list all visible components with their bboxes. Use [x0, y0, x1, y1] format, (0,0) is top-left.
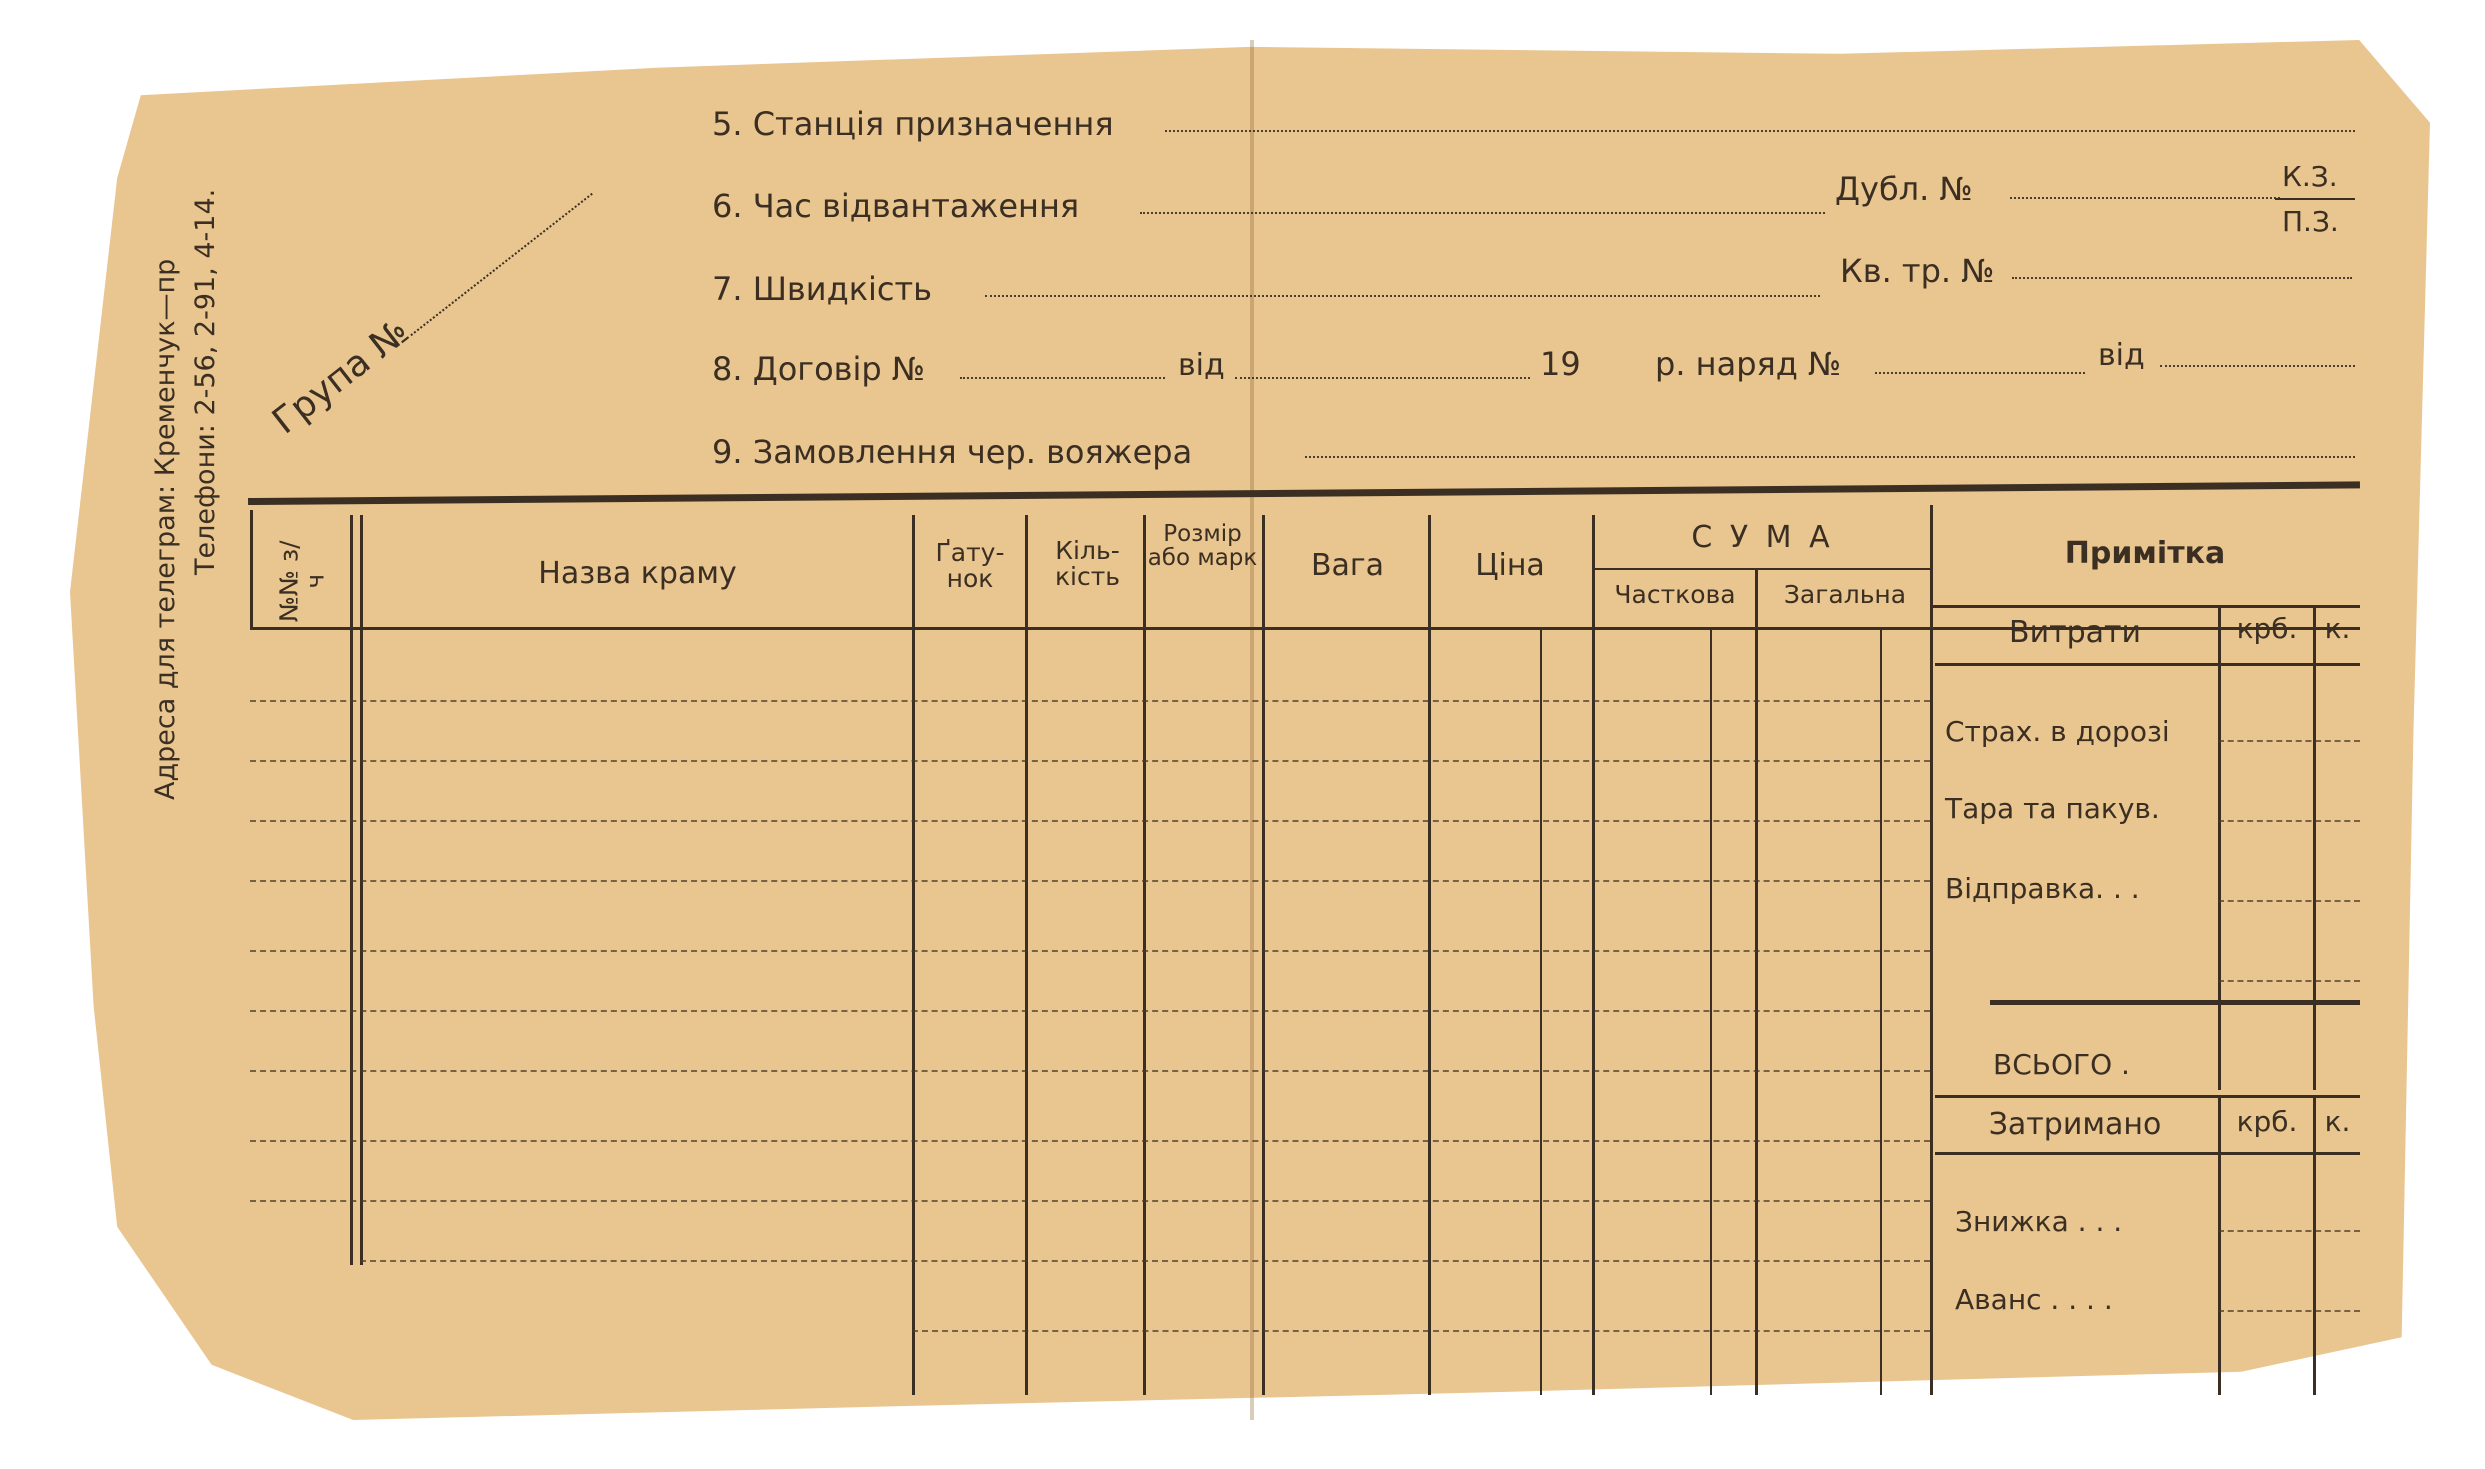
table-row: [250, 1200, 1930, 1202]
withheld-k-col: [2313, 1095, 2316, 1395]
telegram-address: Адреса для телеграм: Кременчук—пр: [150, 258, 181, 800]
col-line-1b: [360, 515, 363, 1265]
col-line-6b: [1540, 630, 1542, 1395]
receipt-number-line: [2012, 277, 2352, 279]
field-shipping-time-label: 6. Час відвантаження: [712, 187, 1080, 225]
col-header-quantity: Кіль-кість: [1054, 536, 1121, 592]
table-row: [250, 760, 1930, 762]
table-row: [250, 1070, 1930, 1072]
expenses-k-col: [2313, 605, 2316, 1090]
table-row: [250, 700, 1930, 702]
col-line-5: [1262, 515, 1265, 1395]
col-line-2: [912, 515, 915, 1395]
field-contract-line: [960, 377, 1165, 379]
table-row: [2218, 740, 2360, 742]
withheld-discount: Знижка . . .: [1955, 1205, 2123, 1238]
fold-crease: [1250, 40, 1254, 1420]
table-row: [250, 1140, 1930, 1142]
field-contract-label: 8. Договір №: [712, 350, 926, 388]
kz-pz-divider: [2275, 198, 2355, 200]
col-header-price: Ціна: [1475, 548, 1545, 583]
col-header-grade: Ґату-нок: [935, 538, 1005, 594]
duplicate-number-line: [2010, 197, 2280, 199]
expenses-krb-col: [2218, 605, 2221, 1090]
withheld-advance: Аванс . . . .: [1955, 1283, 2113, 1316]
phone-numbers: Телефони: 2-56, 2-91, 4-14.: [190, 188, 221, 575]
expenses-top-line: [1930, 605, 2360, 608]
field-destination-label: 5. Станція призначення: [712, 105, 1114, 143]
field-speed-label: 7. Швидкість: [712, 270, 933, 308]
expenses-title: Витрати: [2009, 615, 2141, 650]
receipt-number-label: Кв. тр. №: [1840, 252, 1995, 290]
field-contract-date-line: [1235, 377, 1530, 379]
col-line-3: [1025, 515, 1028, 1395]
expenses-total-rule: [1990, 1000, 2360, 1005]
field-contract-from-label: від: [1178, 348, 1225, 383]
table-row: [360, 1260, 1930, 1262]
withheld-header-line: [1935, 1152, 2360, 1155]
expenses-header-line: [1935, 663, 2360, 666]
table-row: [250, 950, 1930, 952]
expenses-total-label: ВСЬОГО .: [1993, 1048, 2130, 1081]
table-row: [2218, 1310, 2360, 1312]
col-line-8: [1755, 568, 1758, 1395]
duplicate-number-label: Дубл. №: [1835, 170, 1973, 208]
expense-packaging: Тара та пакув.: [1945, 792, 2160, 825]
kz-label: К.З.: [2282, 160, 2338, 193]
withheld-k-header: к.: [2324, 1105, 2351, 1138]
col-header-number: №№ з/ч: [274, 540, 330, 623]
pz-label: П.З.: [2282, 205, 2339, 238]
field-contract-year: 19: [1540, 345, 1581, 383]
withheld-title: Затримано: [1988, 1107, 2162, 1142]
field-order-date-line: [2160, 365, 2355, 367]
table-row: [912, 1330, 1930, 1332]
field-order-label: р. наряд №: [1655, 345, 1842, 383]
table-row: [250, 820, 1930, 822]
col-line-6: [1428, 515, 1431, 1395]
field-order-line: [1875, 372, 2085, 374]
col-line-7b: [1710, 630, 1712, 1395]
field-destination-line: [1165, 130, 2355, 132]
expense-dispatch: Відправка. . .: [1945, 872, 2140, 905]
table-row: [250, 880, 1930, 882]
col-line-9: [1930, 505, 1933, 1395]
col-line-1: [350, 515, 353, 1265]
col-header-size: Розмір або марк: [1147, 521, 1258, 572]
table-row: [2218, 820, 2360, 822]
col-header-total: Загальна: [1783, 580, 1907, 609]
field-agent-order-line: [1305, 456, 2355, 458]
withheld-krb-col: [2218, 1095, 2221, 1395]
table-row: [2218, 1230, 2360, 1232]
withheld-top-line: [1935, 1095, 2360, 1098]
field-agent-order-label: 9. Замовлення чер. вояжера: [712, 433, 1193, 471]
col-header-sum: С У М А: [1691, 520, 1834, 555]
table-row: [250, 1010, 1930, 1012]
table-row: [2218, 980, 2360, 982]
expense-insurance: Страх. в дорозі: [1945, 715, 2170, 748]
field-speed-line: [985, 295, 1820, 297]
expenses-krb-header: крб.: [2236, 612, 2298, 645]
col-header-weight: Вага: [1310, 548, 1385, 583]
col-header-partial: Часткова: [1614, 580, 1736, 609]
col-header-note: Примітка: [2064, 536, 2226, 571]
col-line-8b: [1880, 630, 1882, 1395]
table-row: [2218, 900, 2360, 902]
col-line-4: [1143, 515, 1146, 1395]
field-order-from-label: від: [2098, 338, 2145, 373]
expenses-k-header: к.: [2324, 612, 2351, 645]
col-line-0: [250, 510, 253, 630]
sum-header-divider: [1595, 568, 1930, 570]
group-label: Група №: [265, 311, 417, 443]
col-line-7: [1592, 515, 1595, 1395]
col-header-name: Назва краму: [538, 556, 737, 591]
field-shipping-time-line: [1140, 212, 1825, 214]
withheld-krb-header: крб.: [2236, 1105, 2298, 1138]
